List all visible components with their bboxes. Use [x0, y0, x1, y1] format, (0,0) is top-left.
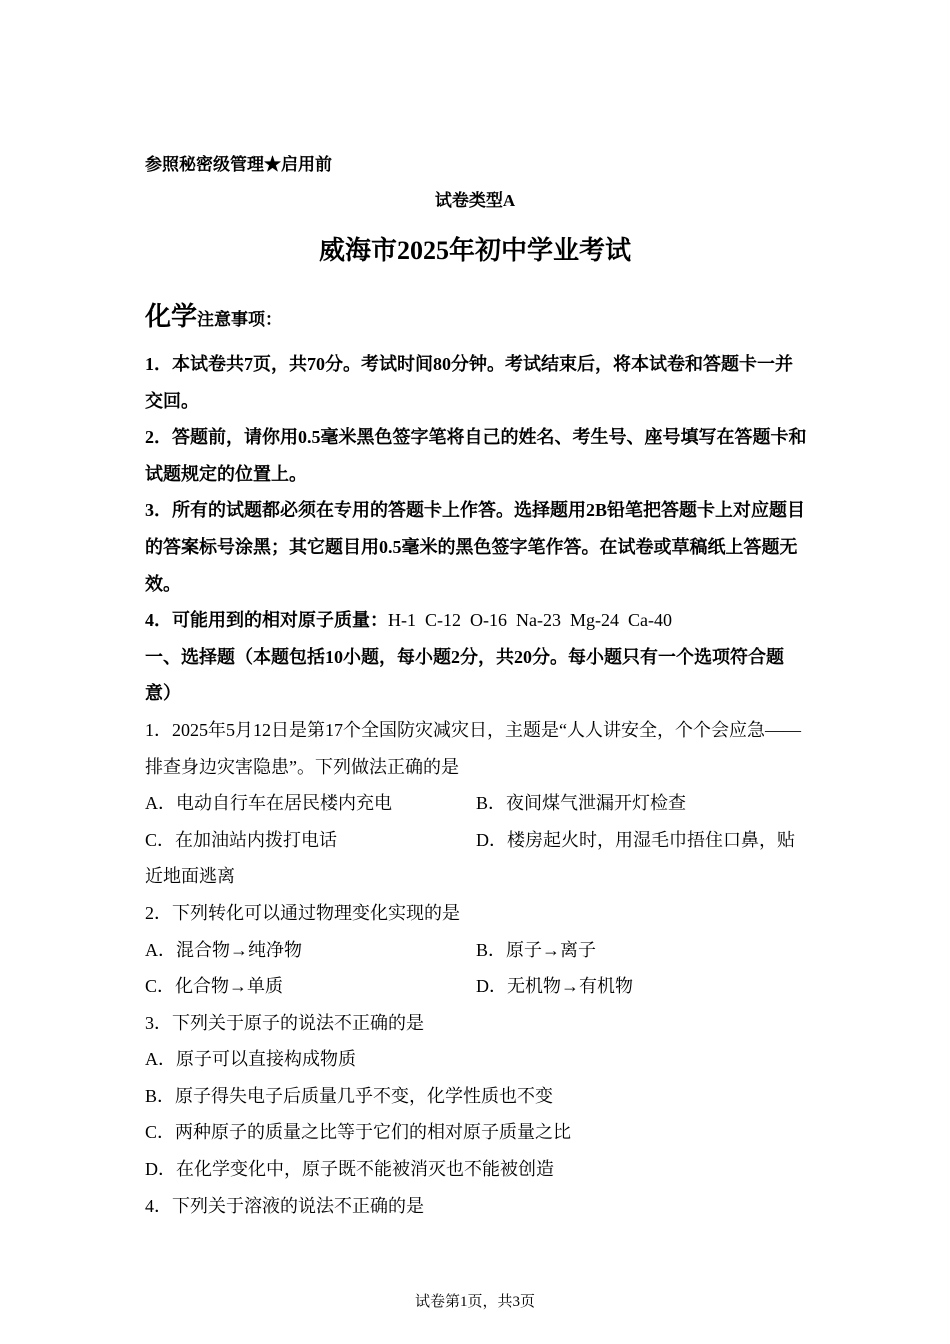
page-footer: 试卷第1页，共3页	[414, 1294, 535, 1310]
option-c: C．在加油站内拨打电话	[145, 829, 338, 850]
atomic-masses: H-1 C-12 O-16 Na-23 Mg-24 Ca-40	[388, 610, 672, 631]
section-1-heading: 一、选择题（本题包括10小题，每小题2分，共20分。每小题只有一个选项符合题意）	[145, 646, 784, 704]
secret-level-label: 参照秘密级管理★启用前	[145, 155, 332, 174]
question-1-options-ab	[145, 785, 807, 822]
question-1-stem: 1．2025年5月12日是第17个全国防灾减灾日，主题是“人人讲安全，个个会应急——排查身边灾害隐患”。下列做法正确的是	[145, 719, 801, 777]
subject-heading	[145, 296, 282, 333]
note-2: 2．答题前，请你用0.5毫米黑色签字笔将自己的姓名、考生号、座号填写在答题卡和试题规定的位置上。	[145, 427, 807, 484]
option-d: D．无机物→有机物	[476, 976, 633, 997]
subject-name: 化学	[145, 302, 198, 331]
note-1: 1．本试卷共7页，共70分。考试时间80分钟。考试结束后，将本试卷和答题卡一并交回。	[145, 354, 793, 411]
question-3-stem: 3．下列关于原子的说法不正确的是	[145, 1012, 424, 1033]
option-a: A．电动自行车在居民楼内充电	[145, 793, 392, 814]
paper-type: 试卷类型A	[434, 191, 516, 210]
option-d: D．在化学变化中，原子既不能被消灭也不能被创造	[145, 1159, 554, 1180]
question-4-stem: 4．下列关于溶液的说法不正确的是	[145, 1195, 424, 1216]
option-b: B．夜间煤气泄漏开灯检查	[476, 793, 687, 814]
option-b: B．原子→离子	[476, 939, 597, 960]
note-4	[145, 602, 807, 639]
note-3: 3．所有的试题都必须在专用的答题卡上作答。选择题用2B铅笔把答题卡上对应题目的答案标号涂黑；其它题目用0.5毫米的黑色签字笔作答。在试卷或草稿纸上答题无效。	[145, 500, 806, 594]
option-a: A．混合物→纯净物	[145, 939, 302, 960]
option-b: B．原子得失电子后质量几乎不变，化学性质也不变	[145, 1085, 554, 1106]
exam-title: 威海市2025年初中学业考试	[318, 236, 631, 265]
question-2-stem: 2．下列转化可以通过物理变化实现的是	[145, 902, 460, 923]
question-1-options-cd	[145, 822, 807, 895]
question-2-options-ab	[145, 932, 807, 969]
note-4-label: 4．可能用到的相对原子质量：	[145, 610, 388, 631]
option-d: D．楼房起火时，用湿毛巾捂住口鼻，贴近地面逃离	[145, 829, 795, 887]
option-c: C．两种原子的质量之比等于它们的相对原子质量之比	[145, 1122, 572, 1143]
notes-heading: 注意事项：	[197, 310, 283, 329]
option-c: C．化合物→单质	[145, 976, 284, 997]
question-2-options-cd	[145, 968, 807, 1005]
exam-body	[145, 346, 807, 1224]
option-a: A．原子可以直接构成物质	[145, 1049, 356, 1070]
